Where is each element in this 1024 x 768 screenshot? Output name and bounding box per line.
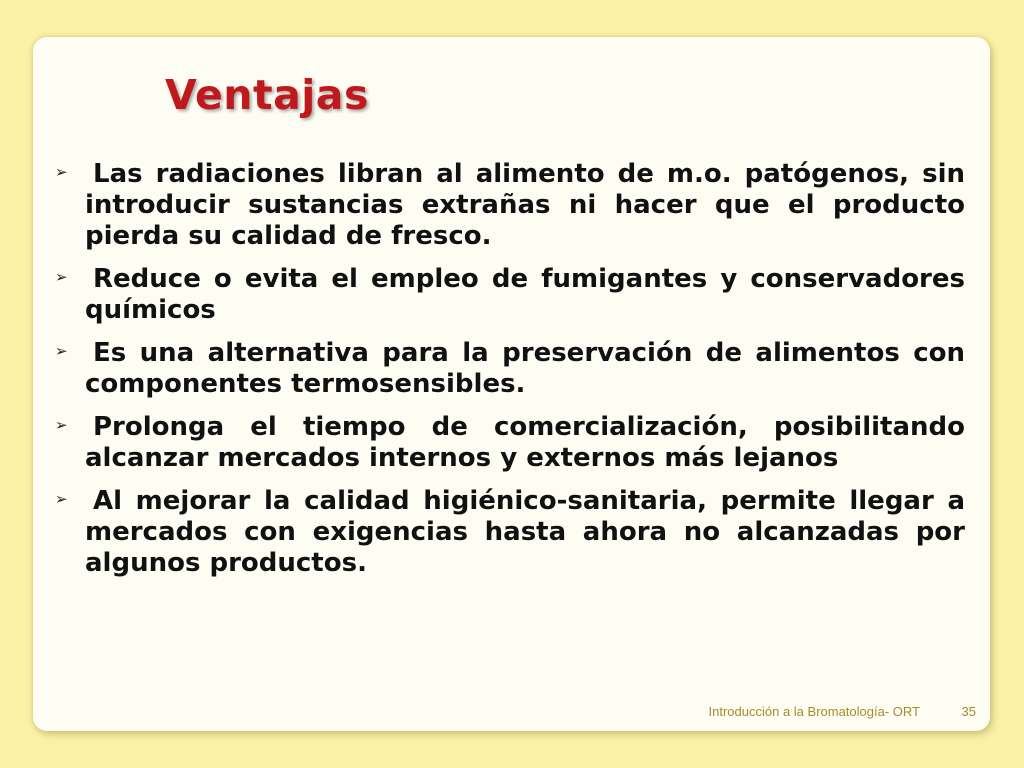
bullet-text: Reduce o evita el empleo de fumigantes y conservadores químicos xyxy=(85,264,965,325)
footer-text: Introducción a la Bromatología- ORT xyxy=(708,704,920,719)
slide-title: Ventajas xyxy=(165,71,369,119)
bullet-item xyxy=(55,338,965,400)
bullet-item xyxy=(55,412,965,474)
bullet-item xyxy=(55,264,965,326)
page-number: 35 xyxy=(961,704,976,719)
arrow-bullet-icon: ➢ xyxy=(55,268,68,286)
arrow-bullet-icon: ➢ xyxy=(55,416,68,434)
bullet-text: Al mejorar la calidad higiénico-sanitaria, permite llegar a mercados con exigencias hasta ahora no alcanzadas por algunos productos. xyxy=(85,486,965,578)
bullet-text: Prolonga el tiempo de comercialización, posibilitando alcanzar mercados internos y externos más lejanos xyxy=(85,412,965,473)
arrow-bullet-icon: ➢ xyxy=(55,490,68,508)
bullet-list xyxy=(55,159,965,591)
bullet-item xyxy=(55,486,965,579)
arrow-bullet-icon: ➢ xyxy=(55,163,68,181)
bullet-item xyxy=(55,159,965,252)
bullet-text: Es una alternativa para la preservación de alimentos con componentes termosensibles. xyxy=(85,338,965,399)
arrow-bullet-icon: ➢ xyxy=(55,342,68,360)
slide xyxy=(33,37,990,731)
bullet-text: Las radiaciones libran al alimento de m.o. patógenos, sin introducir sustancias extrañas ni hacer que el producto pierda su calidad de fresco. xyxy=(85,159,965,251)
